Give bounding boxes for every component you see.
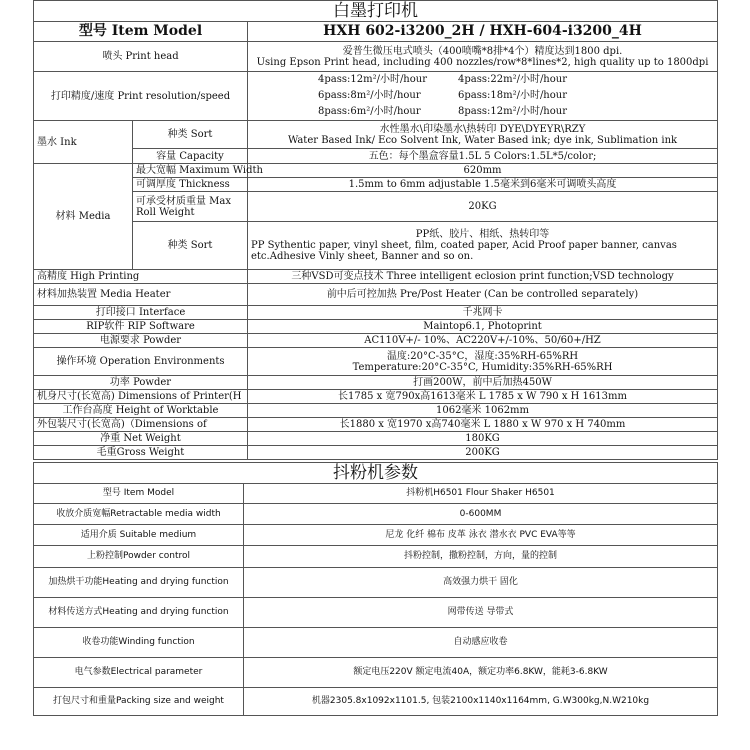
dim-value: 长1785 x 宽790x高1613毫米 L 1785 x W 790 x H 1613mm: [248, 390, 718, 404]
media-sort-cn: PP纸、胶片、相纸、热转印等: [415, 229, 550, 240]
dim-label: 机身尺寸(长宽高) Dimensions of Printer(H: [34, 390, 248, 404]
rip-label: RIP软件 RIP Software: [34, 320, 248, 334]
net-value: 180KG: [248, 432, 718, 446]
res-4pass-4h: 4pass:22m²/小时/hour: [458, 74, 567, 85]
heating-value: 高效强力烘干 固化: [244, 568, 718, 598]
spec-sheet: [33, 0, 717, 750]
winding-label: 收卷功能Winding function: [34, 628, 244, 658]
thickness-value: 1.5mm to 6mm adjustable 1.5毫米到6毫米可调喷头高度: [248, 178, 718, 192]
printer-spec-table: [33, 0, 718, 460]
high-print-label: 高精度 High Printing: [34, 270, 248, 284]
pack-label: 外包装尺寸(长宽高)（Dimensions of: [34, 418, 248, 432]
printhead-value: [248, 42, 718, 72]
resolution-label: 打印精度/速度 Print resolution/speed: [34, 72, 248, 121]
electrical-label: 电气参数Electrical parameter: [34, 658, 244, 688]
heater-label: 材料加热装置 Media Heater: [34, 284, 248, 306]
suitable-medium-label: 适用介质 Suitable medium: [34, 525, 244, 546]
shaker-model-value: 抖粉机H6501 Flour Shaker H6501: [244, 484, 718, 504]
packing-value: 机器2305.8x1092x1101.5, 包装2100x1140x1164mm, G.W300kg,N.W210kg: [244, 688, 718, 716]
printer-title: 白墨打印机: [34, 1, 718, 22]
heater-value: 前中后可控加热 Pre/Post Heater (Can be controlled separately): [248, 284, 718, 306]
ink-capacity-label: 容量 Capacity: [133, 149, 248, 164]
printhead-value-cn: 爱普生微压电式喷头（400喷嘴*8排*4个）精度达到1800 dpi.: [342, 45, 623, 57]
interface-value: 千兆网卡: [248, 306, 718, 320]
powder-control-label: 上粉控制Powder control: [34, 546, 244, 568]
roll-weight-value: 20KG: [248, 192, 718, 222]
ink-sort-cn: 水性墨水\印染墨水\热转印 DYE\DYEYR\RZY: [379, 123, 586, 135]
ink-capacity-value: 五色：每个墨盒容量1.5L 5 Colors:1.5L*5/color;: [248, 149, 718, 164]
shaker-spec-table: [33, 462, 718, 716]
roll-weight-label: 可承受材质重量 Max Roll Weight: [133, 192, 248, 222]
worktable-label: 工作台高度 Height of Worktable: [34, 404, 248, 418]
power-req-label: 电源要求 Powder: [34, 334, 248, 348]
printhead-value-en: Using Epson Print head, including 400 nozzles/row*8*lines*2, high quality up to 1800dpi: [256, 56, 709, 68]
shaker-model-label: 型号 Item Model: [34, 484, 244, 504]
transfer-label: 材料传送方式Heating and drying function: [34, 598, 244, 628]
pack-value: 长1880 x 宽1970 x高740毫米 L 1880 x W 970 x H 740mm: [248, 418, 718, 432]
worktable-value: 1062毫米 1062mm: [248, 404, 718, 418]
ink-sort-en: Water Based Ink/ Eco Solvent Ink, Water Based ink; dye ink, Sublimation ink: [287, 134, 678, 146]
res-8pass-4h: 8pass:12m²/小时/hour: [458, 106, 567, 117]
env-value-cn: 温度:20°C-35°C，湿度:35%RH-65%RH: [386, 350, 579, 362]
high-print-value: 三种VSD可变点技术 Three intelligent eclosion print function;VSD technology: [248, 270, 718, 284]
media-sort-value: [248, 222, 718, 270]
max-width-label: 最大宽幅 Maximum Width: [133, 164, 248, 178]
max-width-value: 620mm: [248, 164, 718, 178]
power-req-value: AC110V+/- 10%、AC220V+/-10%、50/60+/HZ: [248, 334, 718, 348]
res-6pass-4h: 6pass:18m²/小时/hour: [458, 90, 567, 101]
rip-value: Maintop6.1, Photoprint: [248, 320, 718, 334]
electrical-value: 额定电压220V 额定电流40A，额定功率6.8KW，能耗3-6.8KW: [244, 658, 718, 688]
shaker-title: 抖粉机参数: [34, 463, 718, 484]
model-value: HXH 602-i3200_2H / HXH-604-i3200_4H: [248, 22, 718, 42]
heating-label: 加热烘干功能Heating and drying function: [34, 568, 244, 598]
resolution-value: [248, 72, 718, 121]
gross-value: 200KG: [248, 446, 718, 460]
media-width-value: 0-600MM: [244, 504, 718, 525]
winding-value: 自动感应收卷: [244, 628, 718, 658]
media-sort-en: PP Sythentic paper, vinyl sheet, film, coated paper, Acid Proof paper banner, canvas etc.Adhesive Vinly sheet, Banner and so on.: [251, 240, 677, 262]
media-label: 材料 Media: [34, 164, 133, 270]
packing-label: 打包尺寸和重量Packing size and weight: [34, 688, 244, 716]
env-value: [248, 348, 718, 376]
net-label: 净重 Net Weight: [34, 432, 248, 446]
env-label: 操作环境 Operation Environments: [34, 348, 248, 376]
suitable-medium-value: 尼龙 化纤 棉布 皮革 泳衣 潜水衣 PVC EVA等等: [244, 525, 718, 546]
printhead-label: 喷头 Print head: [34, 42, 248, 72]
media-width-label: 收放介质宽幅Retractable media width: [34, 504, 244, 525]
ink-sort-label: 种类 Sort: [133, 121, 248, 149]
ink-label: 墨水 Ink: [34, 121, 133, 164]
media-sort-label: 种类 Sort: [133, 222, 248, 270]
powder-control-value: 抖粉控制，撒粉控制，方向，量的控制: [244, 546, 718, 568]
interface-label: 打印接口 Interface: [34, 306, 248, 320]
thickness-label: 可调厚度 Thickness: [133, 178, 248, 192]
power-value: 打画200W，前中后加热450W: [248, 376, 718, 390]
res-8pass-2h: 8pass:6m²/小时/hour: [318, 106, 421, 117]
model-label: 型号 Item Model: [34, 22, 248, 42]
ink-sort-value: [248, 121, 718, 149]
transfer-value: 网带传送 导带式: [244, 598, 718, 628]
res-4pass-2h: 4pass:12m²/小时/hour: [318, 74, 427, 85]
gross-label: 毛重Gross Weight: [34, 446, 248, 460]
power-label: 功率 Powder: [34, 376, 248, 390]
env-value-en: Temperature:20°C-35°C, Humidity:35%RH-65%RH: [352, 361, 613, 373]
res-6pass-2h: 6pass:8m²/小时/hour: [318, 90, 421, 101]
